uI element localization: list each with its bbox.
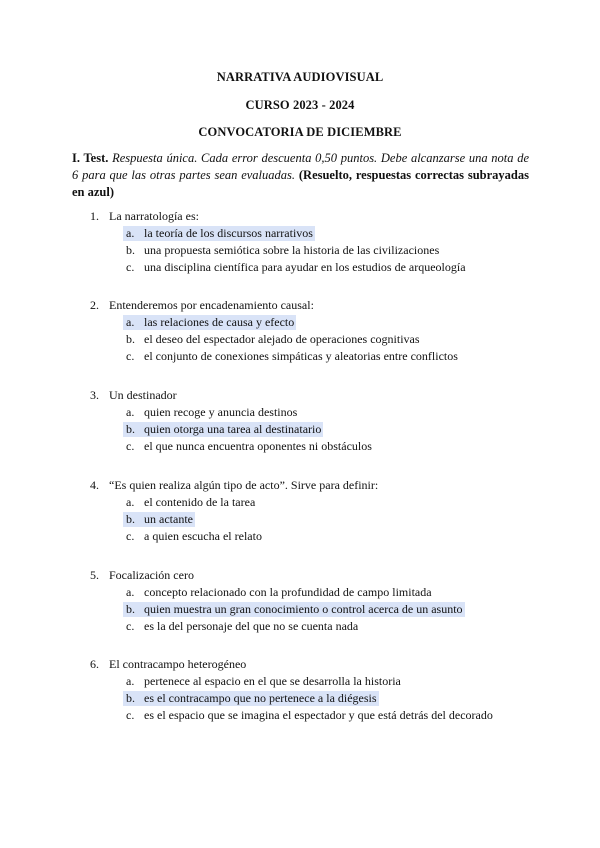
option-c xyxy=(90,259,530,276)
option-text: el deseo del espectador alejado de operaciones cognitivas xyxy=(144,332,420,346)
option-text: quien recoge y anuncia destinos xyxy=(144,405,298,419)
question-3 xyxy=(90,387,530,455)
test-instructions xyxy=(72,150,529,201)
question-number: 6. xyxy=(90,657,99,671)
option-text: a quien escucha el relato xyxy=(144,529,262,543)
section-label: I. Test. xyxy=(72,151,109,165)
option-c xyxy=(90,618,530,635)
option-letter: a. xyxy=(126,226,135,240)
option-letter: b. xyxy=(126,243,135,257)
option-letter: c. xyxy=(126,349,135,363)
option-letter: c. xyxy=(126,260,135,274)
option-a xyxy=(90,584,530,601)
instructions-text: Respuesta única. Cada error descuenta 0,50 puntos. Debe alcanzarse una nota de 6 para que las otras partes sean evaluadas. xyxy=(72,151,529,182)
option-b xyxy=(90,511,530,528)
question-5 xyxy=(90,567,530,635)
option-letter: a. xyxy=(126,315,135,329)
option-text: quien otorga una tarea al destinatario xyxy=(144,422,322,436)
option-text: es el espacio que se imagina el espectador y que está detrás del decorado xyxy=(144,708,493,722)
session-title: CONVOCATORIA DE DICIEMBRE xyxy=(198,125,402,139)
option-text: una disciplina científica para ayudar en los estudios de arqueología xyxy=(144,260,466,274)
question-text: Un destinador xyxy=(109,388,177,402)
question-text: “Es quien realiza algún tipo de acto”. Sirve para definir: xyxy=(109,478,379,492)
subject-title: NARRATIVA AUDIOVISUAL xyxy=(216,70,384,84)
question-number: 1. xyxy=(90,209,99,223)
question-number: 2. xyxy=(90,298,99,312)
option-text: un actante xyxy=(144,512,193,526)
option-b xyxy=(90,421,530,438)
option-b xyxy=(90,242,530,259)
option-text: es la del personaje del que no se cuenta nada xyxy=(144,619,359,633)
question-text: La narratología es: xyxy=(109,209,199,223)
option-letter: c. xyxy=(126,619,135,633)
option-text: el contenido de la tarea xyxy=(144,495,256,509)
course-title: CURSO 2023 - 2024 xyxy=(245,98,355,112)
option-letter: a. xyxy=(126,405,135,419)
option-text: el que nunca encuentra oponentes ni obstáculos xyxy=(144,439,372,453)
answer-key-note: (Resuelto, respuestas correctas subrayadas en azul) xyxy=(72,168,529,199)
question-number: 4. xyxy=(90,478,99,492)
question-6 xyxy=(90,656,530,724)
option-a xyxy=(90,404,530,421)
option-letter: c. xyxy=(126,529,135,543)
option-letter: a. xyxy=(126,495,135,509)
option-text: el conjunto de conexiones simpáticas y aleatorias entre conflictos xyxy=(144,349,458,363)
option-b xyxy=(90,331,530,348)
option-c xyxy=(90,348,530,365)
option-text: quien muestra un gran conocimiento o control acerca de un asunto xyxy=(144,602,463,616)
option-letter: b. xyxy=(126,422,135,436)
option-letter: b. xyxy=(126,602,135,616)
question-number: 3. xyxy=(90,388,99,402)
option-letter: c. xyxy=(126,708,135,722)
question-4 xyxy=(90,477,530,545)
option-text: una propuesta semiótica sobre la historia de las civilizaciones xyxy=(144,243,440,257)
option-letter: b. xyxy=(126,332,135,346)
option-text: pertenece al espacio en el que se desarrolla la historia xyxy=(144,674,401,688)
option-b xyxy=(90,601,530,618)
question-text: Entenderemos por encadenamiento causal: xyxy=(109,298,314,312)
option-b xyxy=(90,690,530,707)
option-letter: b. xyxy=(126,512,135,526)
option-text: las relaciones de causa y efecto xyxy=(144,315,295,329)
option-letter: a. xyxy=(126,674,135,688)
option-text: la teoría de los discursos narrativos xyxy=(144,226,313,240)
question-1 xyxy=(90,208,530,276)
option-letter: a. xyxy=(126,585,135,599)
option-letter: c. xyxy=(126,439,135,453)
option-a xyxy=(90,225,530,242)
option-c xyxy=(90,528,530,545)
option-text: es el contracampo que no pertenece a la diégesis xyxy=(144,691,377,705)
option-a xyxy=(90,673,530,690)
option-a xyxy=(90,494,530,511)
option-letter: b. xyxy=(126,691,135,705)
option-c xyxy=(90,707,530,724)
option-c xyxy=(90,438,530,455)
question-2 xyxy=(90,297,530,365)
question-text: Focalización cero xyxy=(109,568,194,582)
question-text: El contracampo heterogéneo xyxy=(109,657,247,671)
option-text: concepto relacionado con la profundidad de campo limitada xyxy=(144,585,432,599)
question-number: 5. xyxy=(90,568,99,582)
option-a xyxy=(90,314,530,331)
